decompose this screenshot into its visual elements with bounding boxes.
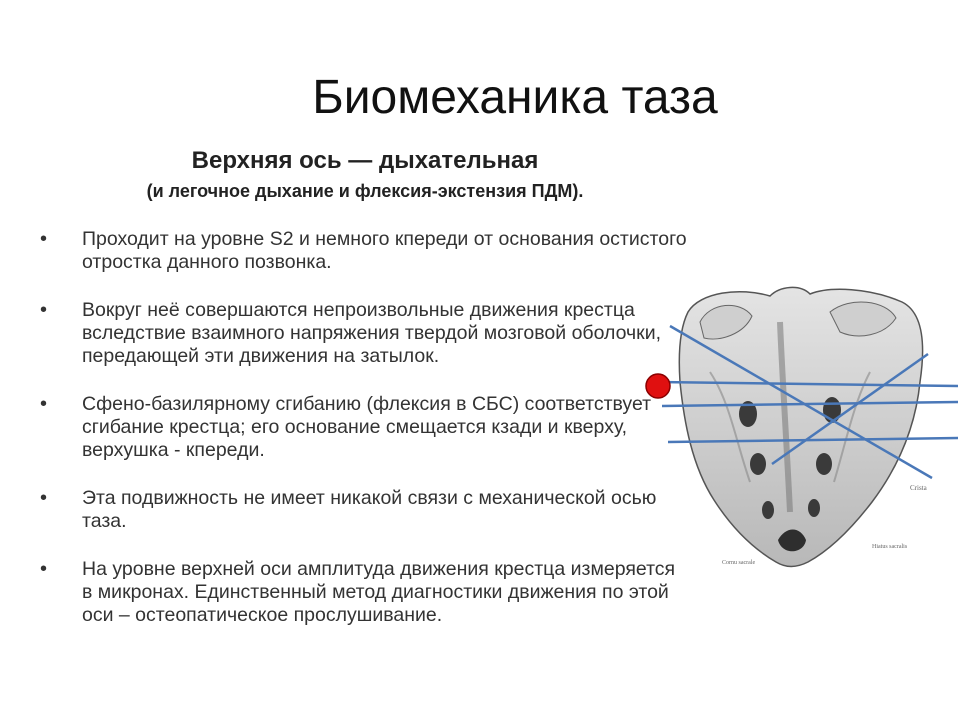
- bullet-dot-icon: •: [40, 558, 48, 580]
- axis-marker-dot: [646, 374, 670, 398]
- bullet-item: [40, 299, 690, 368]
- sacral-foramen: [762, 501, 774, 519]
- bullet-item: [40, 393, 690, 462]
- bullet-item: [40, 558, 690, 627]
- bullet-dot-icon: •: [40, 299, 48, 321]
- bullet-text: Проходит на уровне S2 и немного кпереди от основания остистого отростка данного позвонка.: [82, 228, 687, 273]
- bullet-dot-icon: •: [40, 393, 48, 415]
- slide-subtitle: Верхняя ось — дыхательная: [191, 147, 539, 174]
- bullet-text: На уровне верхней оси амплитуда движения крестца измеряется в микронах. Единственный метод диагностики движения по этой оси – остеопатическое прослушивание.: [82, 558, 676, 626]
- slide-subnote: (и легочное дыхание и флексия-экстензия ПДМ).: [146, 181, 584, 201]
- bullet-dot-icon: •: [40, 228, 48, 250]
- label-hiatus: Hiatus sacralis: [872, 544, 908, 550]
- slide-title: Биомеханика таза: [312, 71, 718, 124]
- sacrum-illustration: [640, 282, 960, 582]
- bullet-list: [40, 228, 690, 652]
- bullet-dot-icon: •: [40, 487, 48, 509]
- bullet-text: Эта подвижность не имеет никакой связи с механической осью таза.: [82, 487, 657, 532]
- bullet-text: Вокруг неё совершаются непроизвольные движения крестца вследствие взаимного напряжения твердой мозговой оболочки, передающей эти движения на затылок.: [82, 299, 662, 367]
- bullet-text: Сфено-базилярному сгибанию (флексия в СБС) соответствует сгибание крестца; его основание смещается кзади и кверху, верхушка - кпереди.: [82, 393, 652, 461]
- label-crista: Crista: [910, 484, 927, 492]
- label-cornu: Cornu sacrale: [722, 560, 756, 566]
- bullet-item: [40, 487, 690, 533]
- sacral-foramen: [808, 499, 820, 517]
- sacral-foramen: [816, 453, 832, 475]
- bullet-item: [40, 228, 690, 274]
- sacral-foramen: [750, 453, 766, 475]
